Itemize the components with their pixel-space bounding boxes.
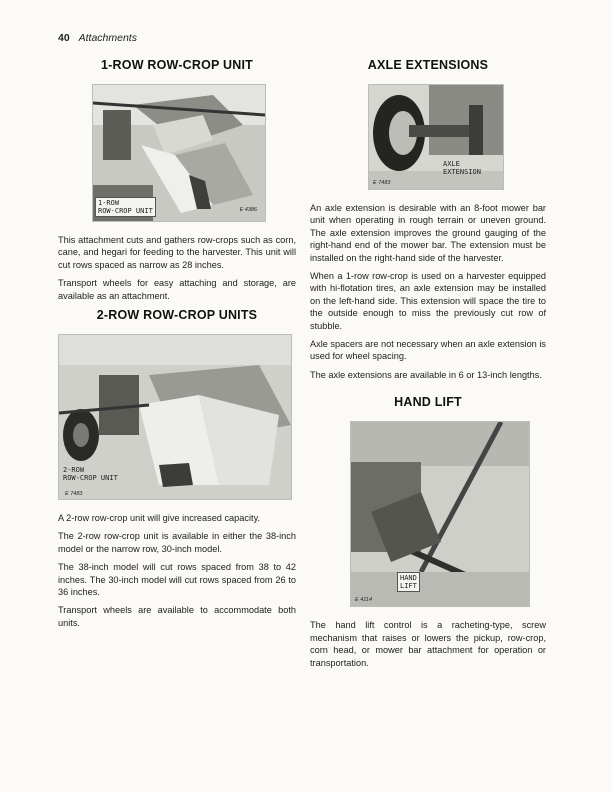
paragraph: Axle spacers are not necessary when an axle extension is used for wheel spacing. bbox=[310, 339, 546, 362]
axle-photo-code: E 7483 bbox=[373, 180, 391, 186]
left-column bbox=[58, 58, 296, 635]
one-row-title: 1-ROW ROW-CROP UNIT bbox=[101, 58, 253, 72]
one-row-photo-label: 1-ROW ROW-CROP UNIT bbox=[95, 197, 156, 217]
paragraph: A 2-row row-crop unit will give increased capacity. bbox=[58, 513, 261, 524]
paragraph: The axle extensions are available in 6 or 13-inch lengths. bbox=[310, 369, 542, 380]
axle-title: AXLE EXTENSIONS bbox=[367, 58, 489, 72]
two-row-photo bbox=[58, 334, 292, 500]
paragraph: When a 1-row row-crop is used on a harvester equipped with hi-flotation tires, an axle extension may be installed on the left-hand side. This extension will space the tire to the outside enough to miss the previously cut row of stubble. bbox=[310, 271, 546, 331]
hand-lift-text bbox=[310, 619, 546, 669]
axle-text bbox=[310, 202, 546, 381]
axle-photo-label: AXLE EXTENSION bbox=[443, 160, 481, 176]
two-row-photo-label: 2-ROW ROW-CROP UNIT bbox=[63, 466, 118, 483]
paragraph: Transport wheels are available to accommodate both units. bbox=[58, 605, 296, 628]
two-row-photo-code: E 7483 bbox=[65, 491, 83, 498]
paragraph: The hand lift control is a racheting-type, screw mechanism that raises or lowers the pickup, row-crop, corn head, or mower bar attachment for operation or transportation. bbox=[310, 620, 546, 668]
one-row-photo-code: E 4386 bbox=[239, 207, 257, 213]
page-header bbox=[58, 32, 137, 44]
hand-lift-title: HAND LIFT bbox=[394, 395, 462, 410]
paragraph: An axle extension is desirable with an 8-foot mower bar unit when operating in rough terrain or uneven ground. The axle extension improves the ground gauging of the right-hand end of the mower bar. The extension must be installed on the right-hand side of the harvester. bbox=[310, 203, 546, 263]
right-column bbox=[310, 58, 546, 675]
two-row-title: 2-ROW ROW-CROP UNITS bbox=[96, 308, 258, 323]
hand-lift-photo-code: E 4114 bbox=[355, 597, 373, 604]
hand-lift-photo bbox=[350, 421, 530, 607]
hand-lift-photo-label: HAND LIFT bbox=[397, 572, 420, 592]
paragraph: The 2-row row-crop unit is available in either the 38-inch model or the narrow row, 30-inch model. bbox=[58, 531, 296, 554]
axle-photo bbox=[368, 84, 504, 190]
section-name: Attachments bbox=[78, 32, 137, 44]
page-number: 40 bbox=[58, 32, 70, 44]
paragraph: This attachment cuts and gathers row-crops such as corn, cane, and hegari for feeding to the harvester. This unit will cut rows spaced as narrow as 28 inches. bbox=[58, 235, 296, 270]
one-row-photo bbox=[92, 84, 266, 222]
paragraph: Transport wheels for easy attaching and storage, are available as an attachment. bbox=[58, 278, 296, 301]
two-row-text bbox=[58, 512, 296, 629]
paragraph: The 38-inch model will cut rows spaced from 38 to 42 inches. The 30-inch model will cut rows spaced from 26 to 36 inches. bbox=[58, 562, 296, 598]
one-row-text bbox=[58, 234, 296, 302]
